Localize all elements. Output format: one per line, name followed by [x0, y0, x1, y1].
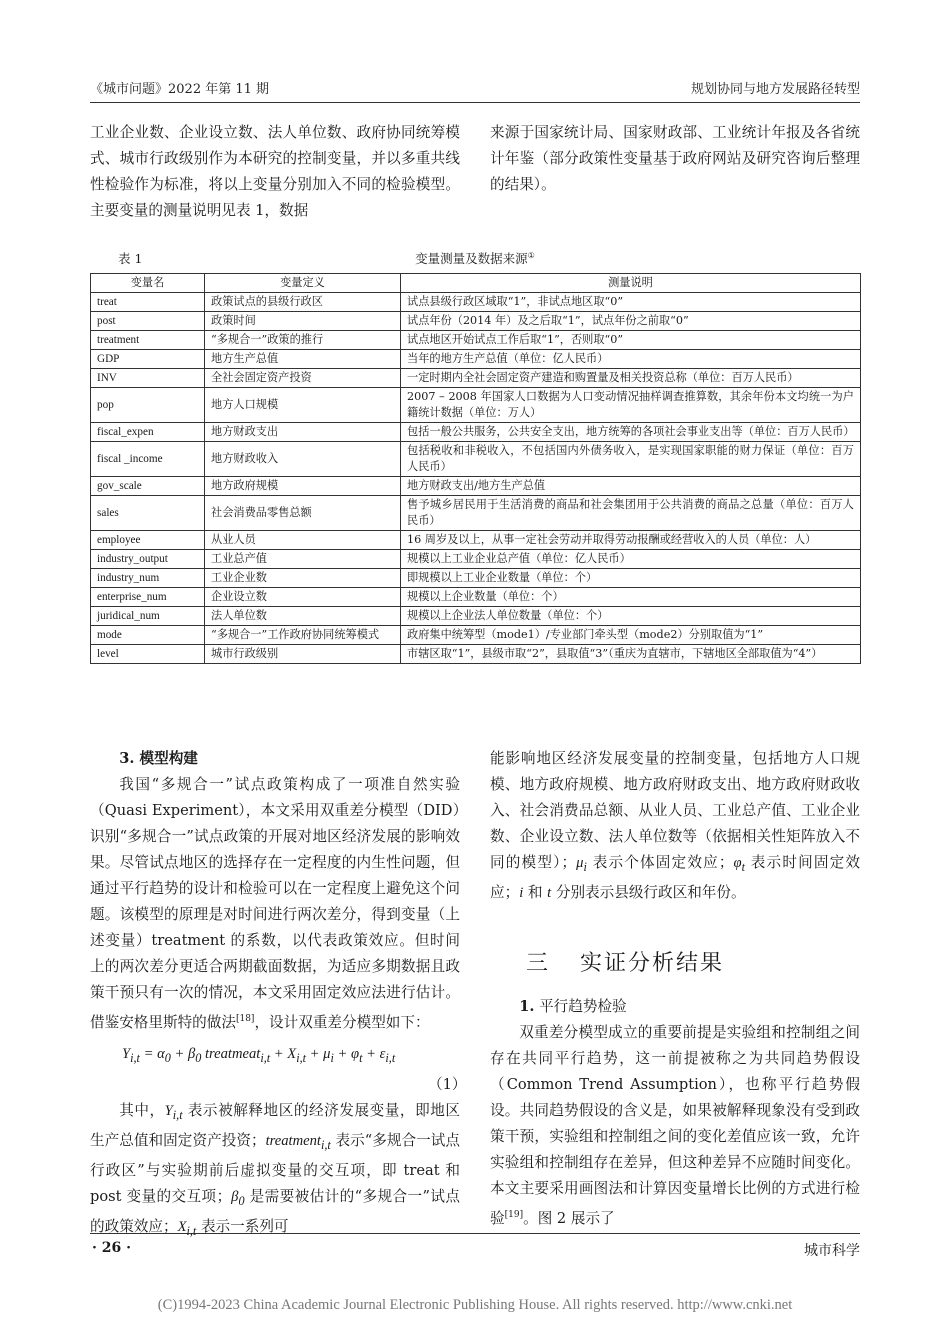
table-title-note: ①: [527, 250, 535, 260]
variable-name-cell: fiscal _income: [91, 442, 205, 477]
top-left-paragraph: 工业企业数、企业设立数、法人单位数、政府协同统筹模式、城市行政级别作为本研究的控制变量，并以多重共线性检验作为标准，将以上变量分别加入不同的检验模型。主要变量的测量说明见表 1，数据: [90, 124, 460, 219]
left-column: [90, 746, 460, 1036]
table-row: [91, 531, 861, 550]
variable-definition-cell: 全社会固定资产投资: [205, 369, 401, 388]
variable-definition-cell: 地方财政收入: [205, 442, 401, 477]
variable-name-cell: employee: [91, 531, 205, 550]
variable-name-cell: industry_num: [91, 569, 205, 588]
table-title: 变量测量及数据来源①: [415, 250, 535, 266]
running-header-title: 规划协同与地方发展路径转型: [690, 82, 860, 97]
controls-paragraph: 能影响地区经济发展变量的控制变量，包括地方人口规模、地方政府规模、地方政府财政支出、地方政府财政收入、社会消费品总额、从业人员、工业总产值、工业企业数、企业设立数、法人单位数等（依据相关性矩阵放入不同的模型）；$\mu_i$ 表示个体固定效应；$\varphi_t$ 表示时间固定效应；i 和 t 分别表示县级行政区和年份。: [490, 750, 861, 901]
variable-definition-cell: 企业设立数: [205, 588, 401, 607]
table-row: [91, 388, 861, 423]
right-column-bottom: [490, 994, 860, 1232]
variable-name-cell: treatment: [91, 331, 205, 350]
table-row: [91, 350, 861, 369]
column-header: 变量定义: [205, 274, 401, 293]
table-row: [91, 607, 861, 626]
variable-name-cell: GDP: [91, 350, 205, 369]
measurement-cell: 地方财政支出/地方生产总值: [401, 477, 861, 496]
variable-definition-cell: 工业总产值: [205, 550, 401, 569]
variable-name-cell: level: [91, 645, 205, 664]
table-caption: [90, 249, 860, 267]
left-column-bottom: [90, 1098, 460, 1244]
variable-definition-cell: 从业人员: [205, 531, 401, 550]
measurement-cell: 试点地区开始试点工作后取“1”，否则取“0”: [401, 331, 861, 350]
measurement-cell: 政府集中统筹型（mode1）/专业部门牵头型（mode2）分别取值为“1”: [401, 626, 861, 645]
table-row: [91, 588, 861, 607]
page-number: · 26 ·: [92, 1240, 131, 1256]
variable-definition-cell: 地方生产总值: [205, 350, 401, 369]
citation-18: [18]: [235, 1014, 255, 1024]
journal-footer: 城市科学: [804, 1243, 860, 1259]
variable-definition-cell: 地方人口规模: [205, 388, 401, 423]
header-rule: [90, 102, 860, 103]
table-row: [91, 442, 861, 477]
footer-rule: [90, 1233, 860, 1234]
measurement-cell: 规模以上企业法人单位数量（单位：个）: [401, 607, 861, 626]
variable-name-cell: gov_scale: [91, 477, 205, 496]
section-heading: 三 实证分析结果: [526, 951, 725, 976]
measurement-cell: 当年的地方生产总值（单位：亿人民币）: [401, 350, 861, 369]
parallel-trend-paragraph: 双重差分模型成立的重要前提是实验组和控制组之间存在共同平行趋势，这一前提被称之为共同趋势假设（Common Trend Assumption），也称平行趋势假设。共同趋势假设的含义是，如果被解释现象没有受到政策干预，实验组和控制组之间的变化差值应该一致，允许实验组和控制组存在差异，但这种差异不应随时间变化。本文主要采用画图法和计算因变量增长比例的方式进行检验[19]。图 2 展示了: [490, 1024, 860, 1227]
variable-name-cell: pop: [91, 388, 205, 423]
variable-definition-cell: 城市行政级别: [205, 645, 401, 664]
measurement-cell: 试点县级行政区域取“1”，非试点地区取“0”: [401, 293, 861, 312]
measurement-cell: 售予城乡居民用于生活消费的商品和社会集团用于公共消费的商品之总量（单位：百万人民币）: [401, 496, 861, 531]
variable-name-cell: enterprise_num: [91, 588, 205, 607]
parallel-trend-heading: 1. 平行趋势检验: [519, 998, 627, 1015]
variable-name-cell: post: [91, 312, 205, 331]
variable-name-cell: INV: [91, 369, 205, 388]
variable-definition-cell: 工业企业数: [205, 569, 401, 588]
measurement-cell: 试点年份（2014 年）及之后取“1”，试点年份之前取“0”: [401, 312, 861, 331]
column-header: 测量说明: [401, 274, 861, 293]
measurement-cell: 2007 – 2008 年国家人口数据为人口变动情况抽样调查推算数，其余年份本文均统一为户籍统计数据（单位：万人）: [401, 388, 861, 423]
measurement-cell: 包括一般公共服务，公共安全支出，地方统筹的各项社会事业支出等（单位：百万人民币）: [401, 423, 861, 442]
table-row: [91, 550, 861, 569]
model-heading: 3. 模型构建: [119, 750, 198, 767]
table-number: 表 1: [118, 251, 143, 266]
table-row: [91, 423, 861, 442]
table-row: [91, 645, 861, 664]
measurement-cell: 一定时期内全社会固定资产建造和购置量及相关投资总称（单位：百万人民币）: [401, 369, 861, 388]
variable-definition-cell: 政策试点的县级行政区: [205, 293, 401, 312]
column-header: 变量名: [91, 274, 205, 293]
measurement-cell: 规模以上企业数量（单位：个）: [401, 588, 861, 607]
variable-name-cell: industry_output: [91, 550, 205, 569]
table-row: [91, 312, 861, 331]
measurement-cell: 16 周岁及以上，从事一定社会劳动并取得劳动报酬或经营收入的人员（单位：人）: [401, 531, 861, 550]
variables-table: [90, 273, 861, 664]
variable-name-cell: mode: [91, 626, 205, 645]
table-row: [91, 569, 861, 588]
measurement-cell: 规模以上工业企业总产值（单位：亿人民币）: [401, 550, 861, 569]
measurement-cell: 即规模以上工业企业数量（单位：个）: [401, 569, 861, 588]
variable-name-cell: juridical_num: [91, 607, 205, 626]
table-row: [91, 477, 861, 496]
top-right-paragraph: 来源于国家统计局、国家财政部、工业统计年报及各省统计年鉴（部分政策性变量基于政府网站及研究咨询后整理的结果）。: [490, 124, 860, 193]
measurement-cell: 市辖区取“1”，县级市取“2”，县取值“3”（重庆为直辖市，下辖地区全部取值为“4”）: [401, 645, 861, 664]
table-row: [91, 369, 861, 388]
variable-definition-cell: 法人单位数: [205, 607, 401, 626]
model-paragraph: 我国“多规合一”试点政策构成了一项准自然实验（Quasi Experiment），本文采用双重差分模型（DID）识别“多规合一”试点政策的开展对地区经济发展的影响效果。尽管试点地区的选择存在一定程度的内生性问题，但通过平行趋势的设计和检验可以在一定程度上避免这个问题。该模型的原理是对时间进行两次差分，得到变量（上述变量）treatment 的系数，以代表政策效应。但时间上的两次差分更适合两期截面数据，为适应多期数据且政策干预只有一次的情况，本文采用固定效应法进行估计。借鉴安格里斯特的做法[18]，设计双重差分模型如下：: [90, 776, 460, 1031]
variable-definition-cell: 地方政府规模: [205, 477, 401, 496]
measurement-cell: 包括税收和非税收入，不包括国内外债务收入，是实现国家职能的财力保证（单位：百万人民币）: [401, 442, 861, 477]
table-row: [91, 331, 861, 350]
citation-19: [19]: [504, 1210, 524, 1220]
variable-name-cell: treat: [91, 293, 205, 312]
variable-definition-cell: 政策时间: [205, 312, 401, 331]
table-row: [91, 293, 861, 312]
did-equation: $Y_{i,t} = \alpha_0 + \beta_0$ treatmeat$_{i,t}$ + $X_{i,t} + \mu_i + \varphi_t + \varepsilon_{i,t}$: [122, 1046, 396, 1065]
table-header-row: [91, 274, 861, 293]
running-header-journal: 《城市问题》2022 年第 11 期: [90, 82, 270, 97]
right-column: [490, 746, 860, 906]
variables-explanation: 其中，$Y_{i,t}$ 表示被解释地区的经济发展变量，即地区生产总值和固定资产投资；treatment$_{i,t}$ 表示“多规合一试点行政区”与实验期前后虚拟变量的交互项，即 treat 和 post 变量的交互项；$\beta_0$ 是需要被估计的“多规合一”试点的政策效应；$X_{i,t}$ 表示一系列可: [90, 1102, 461, 1238]
table-row: [91, 496, 861, 531]
variable-definition-cell: 社会消费品零售总额: [205, 496, 401, 531]
variable-definition-cell: 地方财政支出: [205, 423, 401, 442]
table-row: [91, 626, 861, 645]
variable-name-cell: fiscal_expen: [91, 423, 205, 442]
variable-name-cell: sales: [91, 496, 205, 531]
variable-definition-cell: “多规合一”政策的推行: [205, 331, 401, 350]
variable-definition-cell: “多规合一”工作政府协同统筹模式: [205, 626, 401, 645]
equation-number: （1）: [428, 1076, 467, 1093]
copyright-line: (C)1994-2023 China Academic Journal Electronic Publishing House. All rights reserved. http://www.cnki.net: [157, 1297, 793, 1313]
